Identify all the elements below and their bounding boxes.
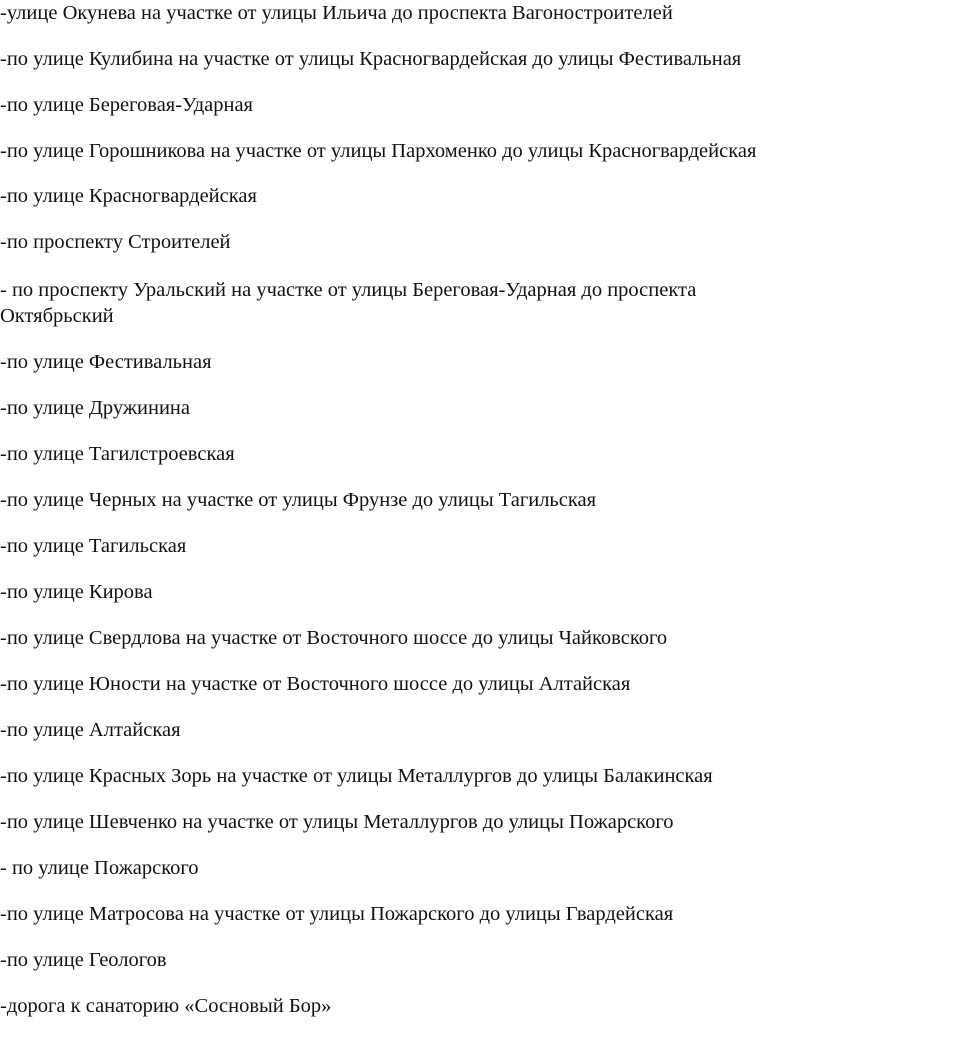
street-list-item: -по проспекту Строителей: [0, 231, 231, 253]
street-list-item: -по улице Горошникова на участке от улицы Пархоменко до улицы Красногвардейская: [0, 140, 757, 162]
street-list-item: -по улице Юности на участке от Восточного шоссе до улицы Алтайская: [0, 673, 631, 695]
street-list-item: -по улице Красных Зорь на участке от улицы Металлургов до улицы Балакинская: [0, 765, 713, 787]
street-list-item: -по улице Черных на участке от улицы Фрунзе до улицы Тагильская: [0, 489, 597, 511]
street-list-item: -по улице Береговая-Ударная: [0, 94, 253, 116]
street-list-item: -по улице Кулибина на участке от улицы Красногвардейская до улицы Фестивальная: [0, 48, 742, 70]
street-list-item: -по улице Дружинина: [0, 397, 191, 419]
street-list-item: - по улице Пожарского: [0, 857, 199, 879]
street-list-item: -по улице Геологов: [0, 949, 167, 971]
street-list-item: -по улице Тагильская: [0, 535, 187, 557]
street-list-item: -по улице Тагилстроевская: [0, 443, 235, 465]
street-list-item: - по проспекту Уральский на участке от улицы Береговая-Ударная до проспекта Октябрьский: [0, 279, 697, 327]
street-list-item: -по улице Свердлова на участке от Восточного шоссе до улицы Чайковского: [0, 627, 668, 649]
street-list-item: -по улице Алтайская: [0, 719, 181, 741]
street-list-item: -по улице Фестивальная: [0, 351, 212, 373]
street-list-item: -по улице Матросова на участке от улицы Пожарского до улицы Гвардейская: [0, 903, 674, 925]
street-list-item: -по улице Кирова: [0, 581, 153, 603]
street-list-item: -по улице Шевченко на участке от улицы Металлургов до улицы Пожарского: [0, 811, 674, 833]
street-list-item: -дорога к санаторию «Сосновый Бор»: [0, 995, 332, 1017]
street-list-item: -улице Окунева на участке от улицы Ильича до проспекта Вагоностроителей: [0, 2, 673, 24]
street-list-item: -по улице Красногвардейская: [0, 185, 257, 207]
